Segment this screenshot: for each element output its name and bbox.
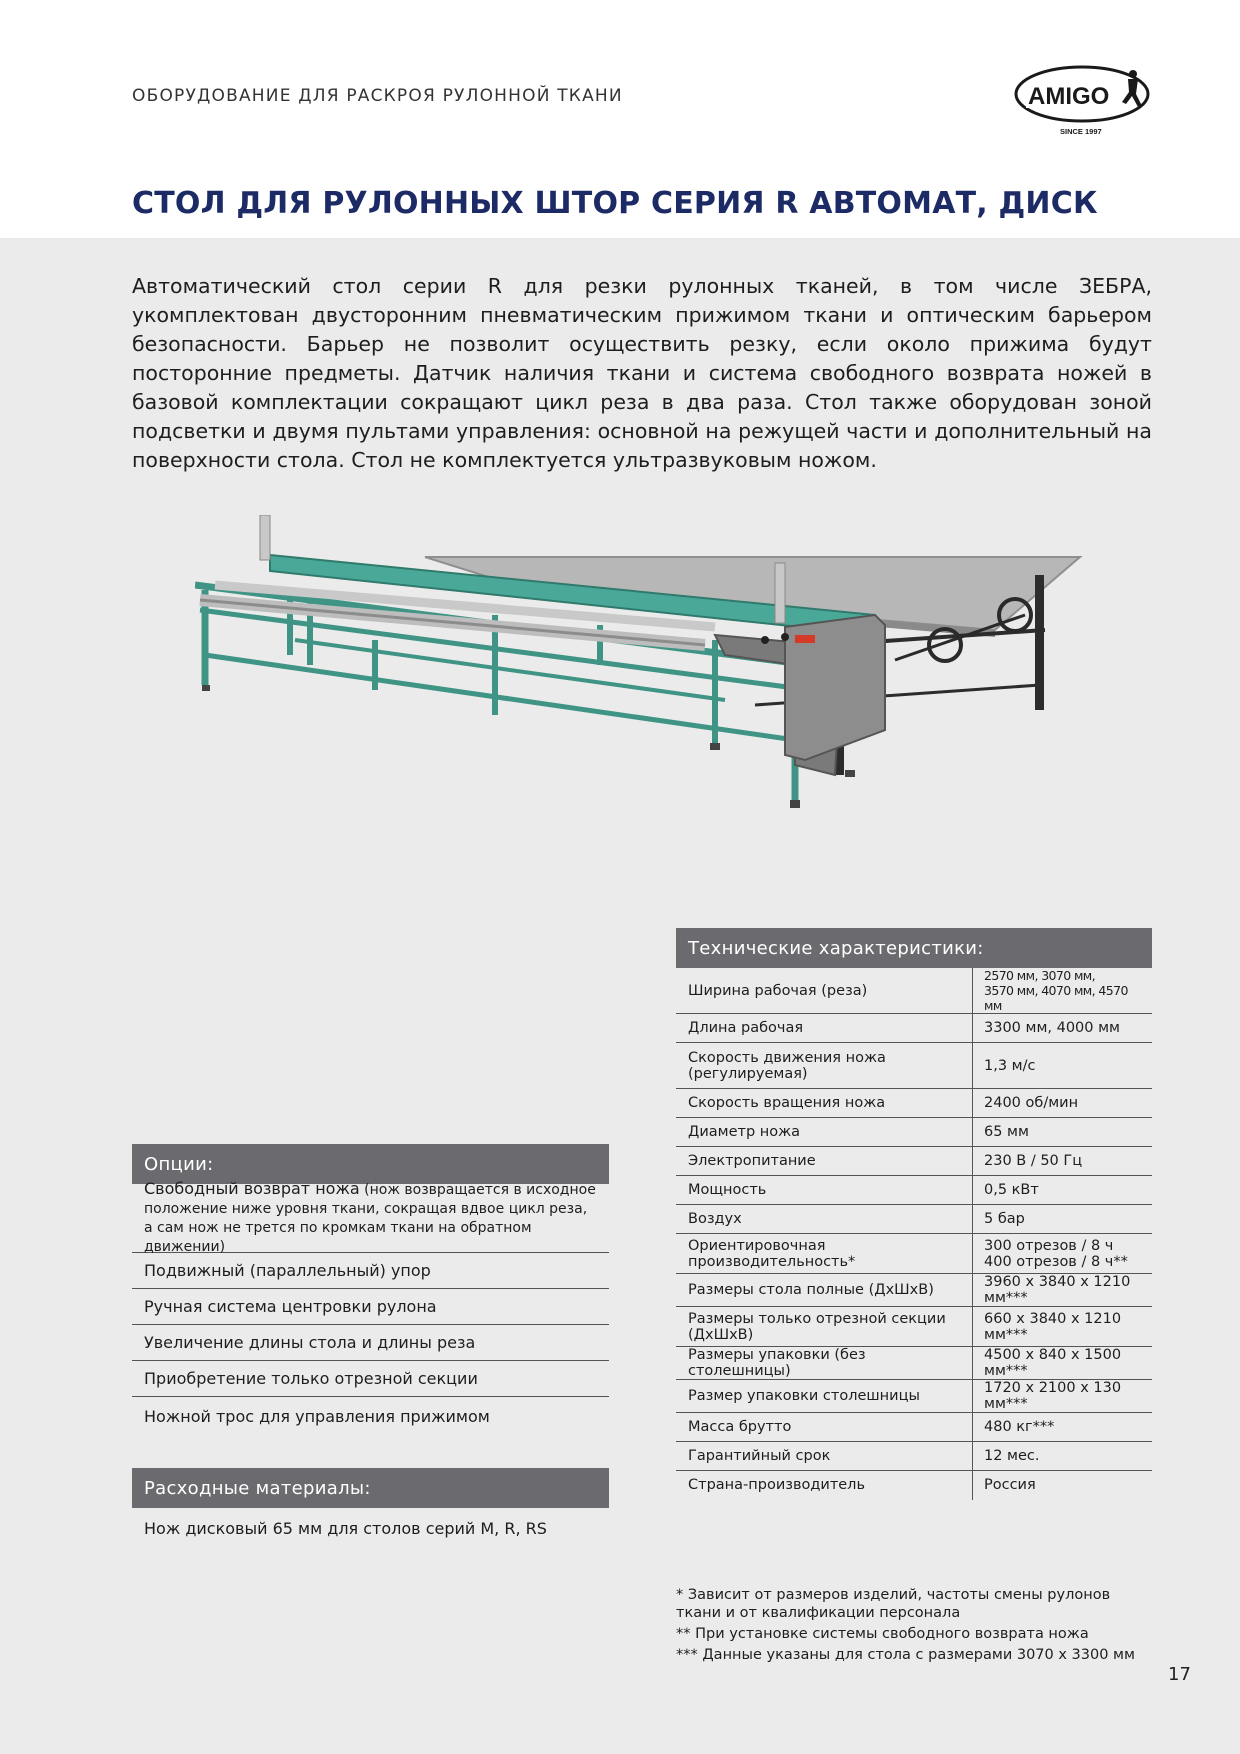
spec-label: Воздух [676, 1205, 973, 1234]
spec-value: 12 мес. [973, 1442, 1153, 1471]
option-item [132, 1361, 609, 1397]
spec-row [676, 1043, 1152, 1089]
option-item [132, 1179, 609, 1255]
spec-label: Мощность [676, 1176, 973, 1205]
spec-label: Ширина рабочая (реза) [676, 968, 973, 1014]
option-note: (нож возвращается в исходное положение ниже уровня ткани, сокращая вдвое цикл реза, а сам нож не трется по кромкам ткани на обратном движении) [144, 1182, 596, 1255]
spec-value: 65 мм [973, 1118, 1153, 1147]
spec-value: 230 В / 50 Гц [973, 1147, 1153, 1176]
option-label: Ручная система центровки рулона [144, 1297, 437, 1316]
spec-label: Ориентировочная производительность* [676, 1234, 973, 1274]
spec-label: Размер упаковки столешницы [676, 1380, 973, 1413]
spec-row [676, 1307, 1152, 1347]
option-item [132, 1325, 609, 1361]
spec-row [676, 1442, 1152, 1471]
spec-row [676, 1413, 1152, 1442]
logo-since: SINCE 1997 [1060, 127, 1102, 136]
spec-label: Длина рабочая [676, 1014, 973, 1043]
spec-label: Диаметр ножа [676, 1118, 973, 1147]
spec-label: Масса брутто [676, 1413, 973, 1442]
options-list [132, 1179, 609, 1435]
player-icon [1122, 70, 1142, 107]
materials-section [132, 1468, 609, 1548]
spec-label: Гарантийный срок [676, 1442, 973, 1471]
spec-row [676, 1471, 1152, 1500]
spec-label: Электропитание [676, 1147, 973, 1176]
footnote: * Зависит от размеров изделий, частоты смены рулонов ткани и от квалификации персонала [676, 1587, 1111, 1621]
amigo-logo [1012, 58, 1154, 142]
spec-value: 0,5 кВт [973, 1176, 1153, 1205]
spec-row [676, 1147, 1152, 1176]
spec-row [676, 968, 1152, 1014]
spec-value: 4500 х 840 х 1500 мм*** [973, 1347, 1153, 1380]
cutting-table-illustration [195, 515, 1095, 915]
spec-value: 5 бар [973, 1205, 1153, 1234]
spec-row [676, 1205, 1152, 1234]
specs-header: Технические характеристики: [676, 928, 1152, 968]
option-item [132, 1397, 609, 1435]
options-section [132, 1144, 609, 1435]
spec-value: 1720 х 2100 х 130 мм*** [973, 1380, 1153, 1413]
category-label: ОБОРУДОВАНИЕ ДЛЯ РАСКРОЯ РУЛОННОЙ ТКАНИ [132, 86, 623, 106]
spec-row [676, 1089, 1152, 1118]
spec-value: Россия [973, 1471, 1153, 1500]
specs-rows [676, 968, 1152, 1500]
specs-table [676, 928, 1152, 1500]
spec-row [676, 1176, 1152, 1205]
spec-value: 660 х 3840 х 1210 мм*** [973, 1307, 1153, 1347]
option-item [132, 1289, 609, 1325]
options-header: Опции: [132, 1144, 609, 1184]
spec-value: 480 кг*** [973, 1413, 1153, 1442]
footnote: ** При установке системы свободного возврата ножа [676, 1626, 1089, 1642]
spec-label: Скорость движения ножа (регулируемая) [676, 1043, 973, 1089]
footnotes [676, 1586, 1156, 1667]
spec-value: 3300 мм, 4000 мм [973, 1014, 1153, 1043]
spec-value: 300 отрезов / 8 ч 400 отрезов / 8 ч** [973, 1234, 1153, 1274]
spec-label: Скорость вращения ножа [676, 1089, 973, 1118]
option-label: Свободный возврат ножа [144, 1179, 360, 1198]
spec-row [676, 1014, 1152, 1043]
spec-row [676, 1380, 1152, 1413]
logo-text: AMIGO [1028, 83, 1110, 110]
spec-value: 2570 мм, 3070 мм, 3570 мм, 4070 мм, 4570 мм [973, 968, 1153, 1014]
option-label: Ножной трос для управления прижимом [144, 1406, 490, 1426]
material-item: Нож дисковый 65 мм для столов серий M, R, RS [144, 1518, 547, 1538]
spec-row [676, 1347, 1152, 1380]
option-label: Подвижный (параллельный) упор [144, 1261, 431, 1280]
page-title: СТОЛ ДЛЯ РУЛОННЫХ ШТОР СЕРИЯ R АВТОМАТ, ДИСК [132, 186, 1098, 221]
spec-label: Размеры только отрезной секции (ДхШхВ) [676, 1307, 973, 1347]
option-label: Приобретение только отрезной секции [144, 1369, 478, 1388]
spec-label: Страна-производитель [688, 1477, 865, 1494]
materials-list [132, 1508, 609, 1548]
option-label: Увеличение длины стола и длины реза [144, 1333, 476, 1352]
footnote: *** Данные указаны для стола с размерами 3070 х 3300 мм [676, 1647, 1135, 1663]
intro-paragraph: Автоматический стол серии R для резки рулонных тканей, в том числе ЗЕБРА, укомплектован двусторонним пневматическим прижимом ткани и оптическим барьером безопасности. Барьер не позволит осуществить резку, если около прижима будут посторонние предметы. Датчик наличия ткани и система свободного возврата ножей в базовой комплектации сокращают цикл реза в два раза. Стол также оборудован зоной подсветки и двумя пультами управления: основной на режущей части и дополнительный на поверхности стола. Стол не комплектуется ультразвуковым ножом. [132, 274, 1152, 472]
spec-value: 2400 об/мин [973, 1089, 1153, 1118]
option-item [132, 1253, 609, 1289]
spec-row [676, 1234, 1152, 1274]
materials-header: Расходные материалы: [132, 1468, 609, 1508]
spec-label: Размеры стола полные (ДхШхВ) [676, 1274, 973, 1307]
spec-value: 3960 х 3840 х 1210 мм*** [973, 1274, 1153, 1307]
page-number: 17 [1168, 1664, 1191, 1685]
spec-label: Размеры упаковки (без столешницы) [676, 1347, 973, 1380]
spec-value: 1,3 м/с [973, 1043, 1153, 1089]
spec-row [676, 1118, 1152, 1147]
spec-row [676, 1274, 1152, 1307]
